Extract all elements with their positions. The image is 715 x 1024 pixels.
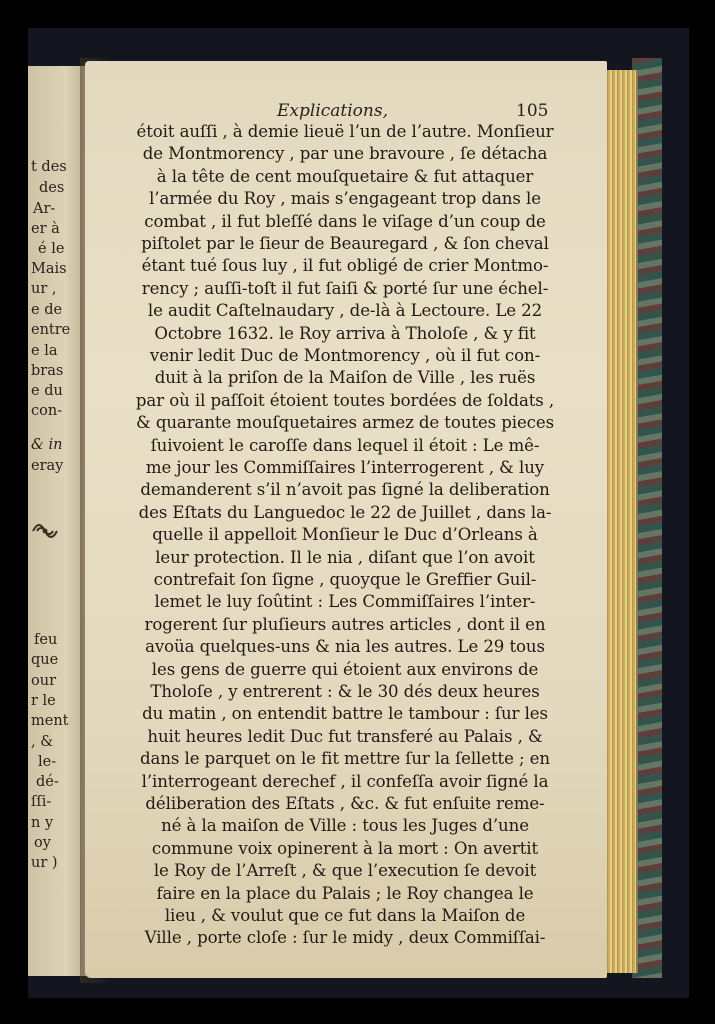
text-line: lemet le luy ſoûtint : Les Commiſſaires l’inter- — [154, 592, 536, 612]
left-fragment: le- — [38, 754, 57, 770]
right-page — [85, 61, 607, 978]
text-line: combat , il fut bleſſé dans le viſage d’un coup de — [144, 211, 546, 231]
text-line: né à la maiſon de Ville : tous les Juges d’une — [161, 816, 529, 836]
left-fragment: ſſi- — [31, 794, 52, 810]
left-fragment: Mais — [31, 261, 67, 277]
text-line: Octobre 1632. le Roy arriva à Tholoſe , & y fit — [154, 323, 536, 343]
text-line: rency ; auſſi-toſt il fut ſaiſi & porté ſur une échel- — [141, 278, 549, 298]
text-line: dans le parquet on le fit mettre ſur la ſellette ; en — [140, 749, 550, 769]
left-fragment: ur ) — [31, 855, 58, 871]
text-line: me jour les Commiſſaires l’interrogerent , & luy — [145, 458, 545, 477]
left-fragment: e du — [31, 383, 63, 399]
text-line: des Eſtats du Languedoc le 22 de Juillet , dans la- — [138, 502, 552, 522]
ornament-icon — [31, 520, 59, 542]
left-fragment: r le — [31, 693, 56, 709]
text-line: le Roy de l’Arreſt , & que l’execution ſe devoit — [153, 861, 537, 881]
text-line: le audit Caſtelnaudary , de-là à Lectoure. Le 22 — [147, 301, 543, 321]
text-line: piſtolet par le ſieur de Beauregard , & ſon cheval — [141, 234, 549, 253]
left-fragment: er à — [31, 221, 60, 237]
left-fragment: é le — [38, 241, 65, 257]
page-number: 105 — [516, 101, 549, 121]
left-fragment: feu — [34, 632, 58, 648]
left-fragment: e de — [31, 302, 63, 318]
left-fragment: n y — [31, 815, 54, 831]
left-fragment: bras — [31, 363, 64, 379]
text-line: l’interrogeant derechef , il confeſſa avoir ſigné la — [141, 771, 549, 791]
left-fragment: & in — [31, 437, 63, 453]
text-line: déliberation des Eſtats , &c. & fut enſuite reme- — [145, 794, 545, 813]
text-line: par où il paſſoit étoient toutes bordées de ſoldats , — [135, 390, 555, 410]
text-line: commune voix opinerent à la mort : On avertit — [151, 838, 539, 858]
left-fragment: eray — [31, 458, 64, 474]
book-photograph — [28, 28, 689, 998]
text-line: faire en la place du Palais ; le Roy changea le — [156, 883, 534, 903]
text-line: contrefait ſon ſigne , quoyque le Greffier Guil- — [153, 570, 537, 589]
text-line: quelle il appelloit Monſieur le Duc d’Orleans à — [152, 525, 538, 545]
left-fragment: , & — [31, 734, 54, 750]
text-line: de Montmorency , par une bravoure , ſe détacha — [142, 144, 548, 164]
text-line: lieu , & voulut que ce fut dans la Maiſon de — [164, 906, 526, 925]
text-line: les gens de guerre qui étoient aux environs de — [151, 659, 539, 679]
left-fragment: des — [39, 180, 65, 196]
text-line: venir ledit Duc de Montmorency , où il fut con- — [149, 346, 541, 365]
left-fragment: que — [31, 652, 59, 668]
text-line: étoit auſſi , à demie lieuë l’un de l’autre. Monſieur — [136, 122, 554, 141]
text-line: & quarante mouſquetaires armez de toutes pieces — [135, 413, 555, 433]
text-line: du matin , on entendit battre le tambour : ſur les — [142, 704, 548, 724]
left-fragment: con- — [31, 403, 63, 419]
text-line: avoüa quelques-uns & nia les autres. Le 29 tous — [145, 637, 545, 657]
running-head: Explications, — [277, 101, 388, 121]
text-line: huit heures ledit Duc fut transferé au Palais , & — [147, 726, 543, 746]
text-line: à la tête de cent mouſquetaire & fut attaquer — [156, 166, 534, 186]
left-fragment: t des — [31, 159, 67, 175]
left-fragment: ur , — [31, 281, 57, 297]
text-line: leur protection. Il le nia , diſant que l’on avoit — [155, 547, 535, 567]
left-fragment: dé- — [36, 774, 59, 790]
left-fragment: oy — [34, 835, 51, 851]
text-line: rogerent ſur pluſieurs autres articles , dont il en — [144, 614, 546, 634]
left-fragment: ment — [31, 713, 69, 729]
text-line: Ville , porte cloſe : ſur le midy , deux Commiſſai- — [144, 928, 546, 948]
left-fragment: entre — [31, 322, 71, 338]
text-line: l’armée du Roy , mais s’engageant trop dans le — [149, 189, 541, 209]
left-fragment: e la — [31, 343, 58, 359]
left-fragment: Ar- — [33, 201, 56, 217]
text-line: Tholoſe , y entrerent : & le 30 dés deux heures — [150, 682, 540, 701]
left-fragment: our — [31, 673, 56, 689]
text-line: demanderent s’il n’avoit pas ſigné la deliberation — [140, 480, 550, 500]
text-line: duit à la priſon de la Maiſon de Ville , les ruës — [154, 368, 536, 388]
text-line: ſuivoient le caroſſe dans lequel il étoit : Le mê- — [150, 435, 540, 455]
text-line: étant tué ſous luy , il fut obligé de crier Montmo- — [141, 256, 549, 276]
